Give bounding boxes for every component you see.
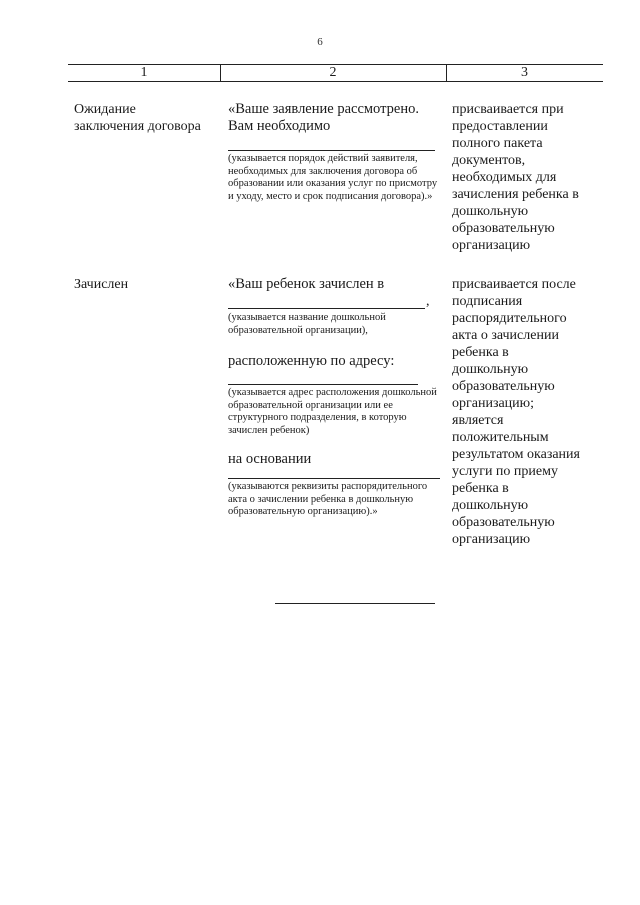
table-row-awaiting-contract <box>74 101 224 135</box>
fill-in-line <box>228 384 418 385</box>
condition-line: образовательную <box>452 515 555 530</box>
column-header-3: 3 <box>521 65 528 80</box>
column-header-2: 2 <box>329 65 337 80</box>
table-row-enrolled <box>74 276 224 293</box>
page-number: 6 <box>317 36 323 48</box>
condition-cell <box>452 101 612 254</box>
condition-line: акта о зачислении <box>452 328 559 343</box>
status-name: заключения договора <box>74 119 201 134</box>
fill-in-note: (указывается порядок действий заявителя, необходимых для заключения договора об образовании или оказания услуг по присмотру и уходу, место и срок подписания договора).» <box>228 153 438 202</box>
condition-line: ребенка в <box>452 481 509 496</box>
condition-line: организацию <box>452 238 531 253</box>
condition-line: дошкольную <box>452 204 529 219</box>
condition-line: зачисления ребенка в <box>452 187 579 202</box>
message-text: расположенную по адресу: <box>228 353 395 369</box>
condition-line: присваивается после <box>452 277 576 292</box>
condition-line: ребенка в <box>452 345 509 360</box>
condition-line: необходимых для <box>452 170 557 185</box>
condition-line: распорядительного <box>452 311 567 326</box>
message-cell <box>228 276 443 519</box>
fill-in-note: (указывается адрес расположения дошкольной образовательной организации или ее структурного подразделения, в которую зачислен ребенок) <box>228 387 437 436</box>
end-of-document-rule <box>275 603 435 604</box>
message-text: на основании <box>228 451 312 467</box>
condition-line: предоставлении <box>452 119 548 134</box>
condition-line: образовательную <box>452 221 555 236</box>
condition-line: организацию <box>452 532 531 547</box>
condition-line: организацию; <box>452 396 535 411</box>
status-name: Ожидание <box>74 102 136 117</box>
message-text: «Ваш ребенок зачислен в <box>228 276 385 292</box>
condition-line: документов, <box>452 153 526 168</box>
comma: , <box>426 294 430 309</box>
condition-line: положительным <box>452 430 549 445</box>
condition-line: дошкольную <box>452 498 529 513</box>
condition-line: полного пакета <box>452 136 543 151</box>
condition-line: результатом оказания <box>452 447 580 462</box>
fill-in-note: (указываются реквизиты распорядительного акта о зачислении ребенка в дошкольную образовательную организацию).» <box>228 481 428 517</box>
fill-in-line <box>228 308 425 309</box>
status-name: Зачислен <box>74 277 129 292</box>
condition-line: дошкольную <box>452 362 529 377</box>
condition-line: является <box>452 413 504 428</box>
fill-in-line-row <box>228 293 443 310</box>
message-cell <box>228 101 438 203</box>
column-header-1: 1 <box>140 65 148 80</box>
condition-line: образовательную <box>452 379 555 394</box>
message-text: «Ваше заявление рассмотрено. <box>228 101 419 117</box>
message-text: Вам необходимо <box>228 118 331 134</box>
table-header <box>68 64 603 82</box>
fill-in-line <box>228 150 435 151</box>
fill-in-line <box>228 478 440 479</box>
condition-line: присваивается при <box>452 102 564 117</box>
condition-line: услуги по приему <box>452 464 558 479</box>
condition-line: подписания <box>452 294 523 309</box>
condition-cell <box>452 276 612 548</box>
fill-in-note: (указывается название дошкольной образовательной организации), <box>228 312 386 336</box>
